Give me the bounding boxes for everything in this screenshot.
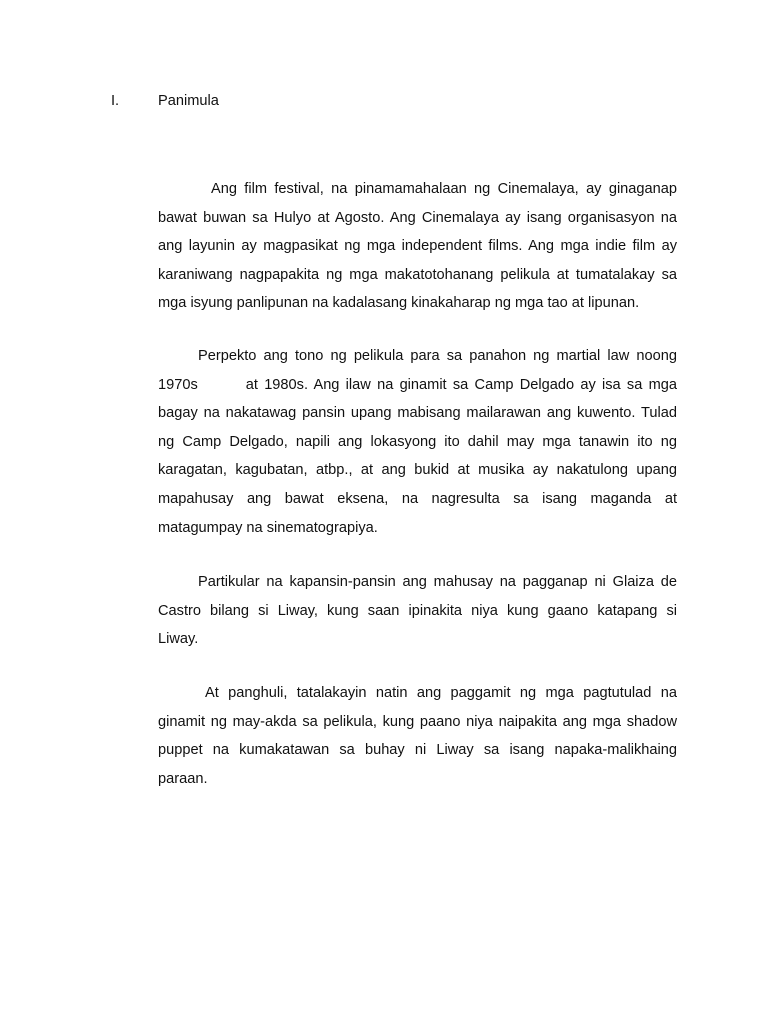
text-line: karagatan, kagubatan, atbp., at ang bukid at musika ay nakatulong upang	[158, 462, 677, 479]
paragraph-conclusion	[158, 679, 677, 793]
text-line: Liway.	[158, 631, 199, 648]
text-line: ng Camp Delgado, napili ang lokasyong ito dahil may mga tanawin ito ng	[158, 433, 677, 450]
section-heading	[0, 93, 768, 115]
text-line: ginamit ng may-akda sa pelikula, kung paano niya naipakita ang mga shadow	[158, 713, 677, 730]
text-line: bawat buwan sa Hulyo at Agosto. Ang Cinemalaya ay isang organisasyon na	[158, 209, 677, 226]
text-line: Perpekto ang tono ng pelikula para sa panahon ng martial law noong	[198, 348, 677, 364]
text-fragment: at 1980s. Ang ilaw na ginamit sa Camp Delgado ay isa sa mga	[245, 376, 677, 393]
text-line: karaniwang nagpapakita ng mga makatotohanang pelikula at tumatalakay sa	[158, 266, 677, 283]
text-line: Ang film festival, na pinamamahalaan ng Cinemalaya, ay ginaganap	[211, 181, 677, 197]
text-line: At panghuli, tatalakayin natin ang paggamit ng mga pagtutulad na	[205, 685, 677, 701]
text-fragment: 1970s	[158, 376, 198, 393]
text-line: mapahusay ang bawat eksena, na nagresulta sa isang maganda at	[158, 490, 677, 507]
text-line	[158, 371, 677, 400]
text-line: bagay na nakatawag pansin upang mabisang mailarawan ang kuwento. Tulad	[158, 405, 677, 422]
section-title: Panimula	[158, 93, 219, 109]
text-line: mga isyung panlipunan na kadalasang kinakaharap ng mga tao at lipunan.	[158, 295, 640, 312]
paragraph-intro	[158, 175, 677, 318]
paragraph-tone	[158, 342, 677, 542]
text-line: Partikular na kapansin-pansin ang mahusay na pagganap ni Glaiza de	[198, 574, 677, 590]
paragraph-performance	[158, 568, 677, 654]
text-line: puppet na kumakatawan sa buhay ni Liway sa isang napaka-malikhaing	[158, 742, 677, 759]
section-number: I.	[111, 93, 120, 109]
text-line: paraan.	[158, 770, 208, 787]
text-line: Castro bilang si Liway, kung saan ipinakita niya kung gaano katapang si	[158, 602, 677, 619]
text-line: ang layunin ay magpasikat ng mga independent films. Ang mga indie film ay	[158, 238, 677, 255]
text-line: matagumpay na sinematograpiya.	[158, 519, 378, 536]
